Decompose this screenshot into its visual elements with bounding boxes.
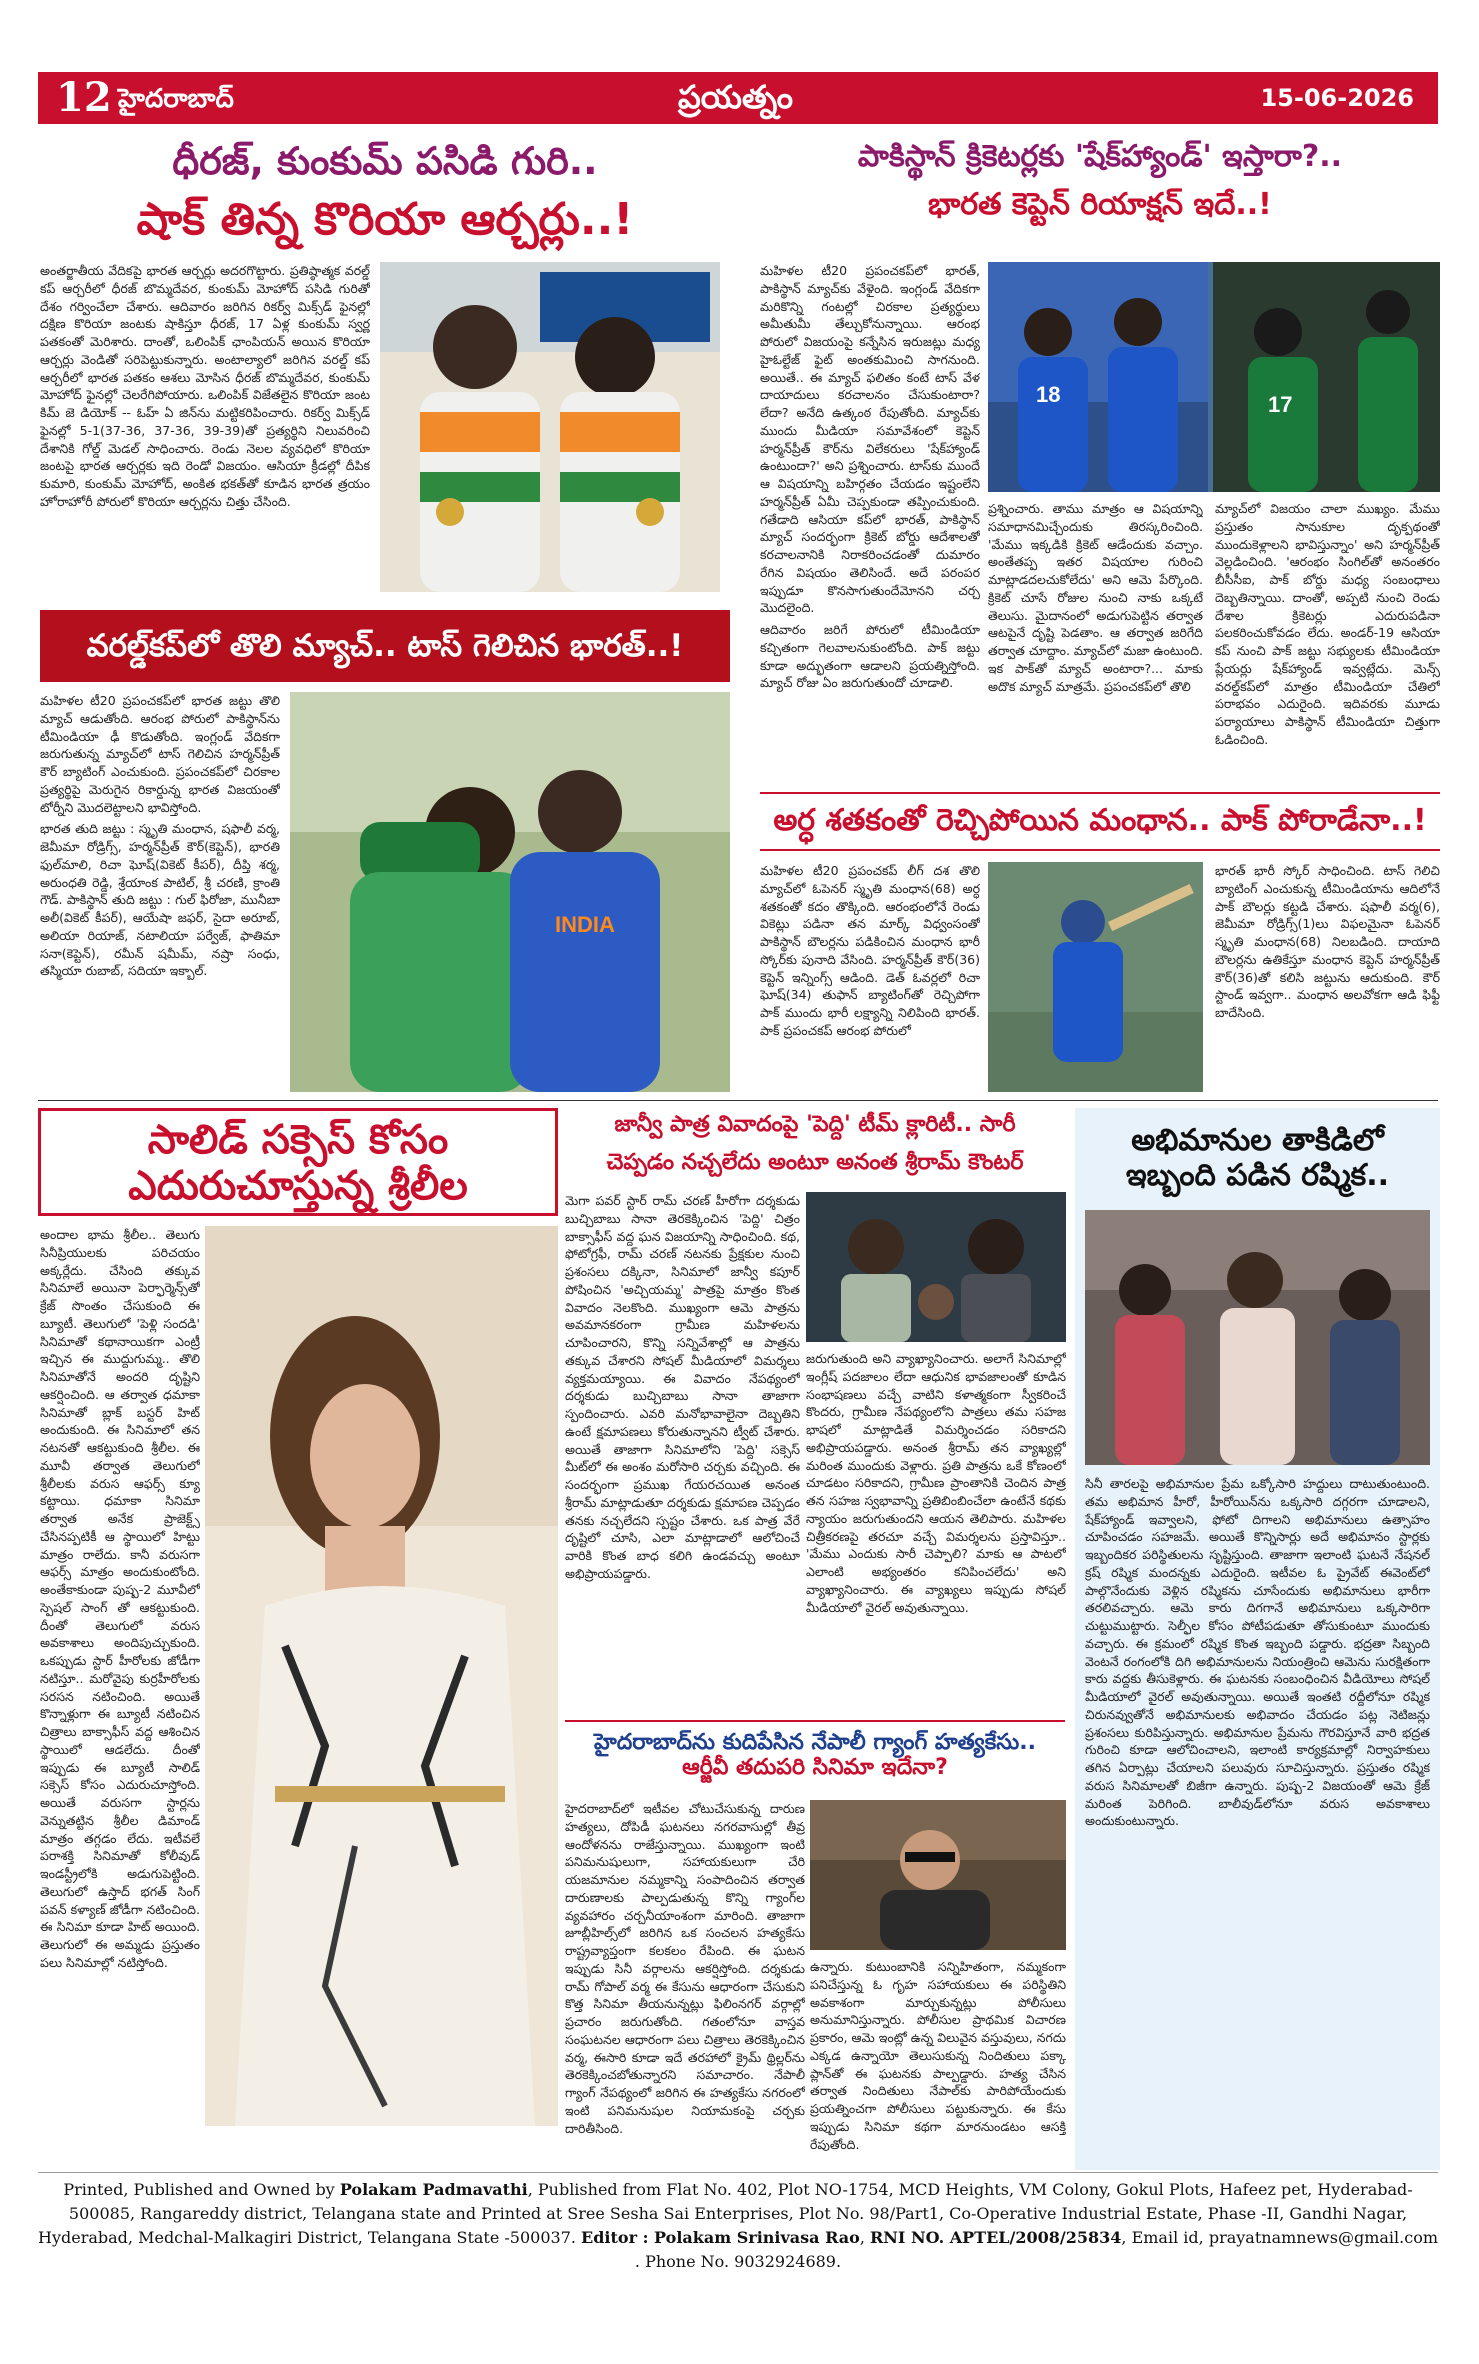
section-divider	[38, 1100, 1438, 1101]
rashmika-photo	[1085, 1210, 1430, 1465]
cricketers-image	[988, 262, 1440, 492]
story2-headline-line2: భారత కెప్టెన్ రియాక్షన్ ఇదే..!	[928, 187, 1272, 222]
cricket-photo	[988, 262, 1440, 492]
story8-headline-line1: అభిమానుల తాకిడిలో	[1131, 1123, 1384, 1158]
story2-headline-line1: పాకిస్థాన్ క్రికెటర్లకు 'షేక్‌హ్యాండ్' ఇస్తారా?..	[857, 139, 1343, 174]
masthead	[38, 72, 1438, 124]
city-name: హైదరాబాద్	[118, 84, 234, 114]
svg-text:INDIA: INDIA	[555, 912, 615, 937]
story7-col1	[565, 1800, 805, 2170]
story3-headline: వరల్డ్‌కప్‌లో తొలి మ్యాచ్.. టాస్ గెలిచిన భారత్..!	[86, 628, 684, 664]
story6-text-2: జరుగుతుంది అని వ్యాఖ్యానించారు. అలాగే సినిమాల్లో ఇంగ్లీష్ పదజాలం లేదా ఆధునిక భావజాలంతో కూడిన సంభాషణలు వచ్చే వాటిని కళాత్మకంగా స్వీకరించే కొందరు, గ్రామీణ నేపథ్యంలోని పాత్రలు తమ సహజ భాషలో మాట్లాడితే విమర్శించడం సరికాదని అభిప్రాయపడ్డారు. అనంత శ్రీరామ్ తన వ్యాఖ్యల్లో మరింత ముందుకు వెళ్లారు. ప్రతి పాత్రను ఒకే కోణంలో చూడటం సరికాదని, గ్రామీణ ప్రాంతానికి చెందిన పాత్ర తన సహజ స్వభావాన్ని ప్రతిబింబించేలా ఉంటేనే కథకు న్యాయం జరుగుతుందని ఆయన తెలిపారు. మహిళల చిత్రీకరణపై తరచూ వచ్చే విమర్శలను ప్రస్తావిస్తూ.. 'మేము ఎందుకు సారీ చెప్పాలి? మాకు ఆ పాటలో ఎలాంటి అభ్యంతరం కనిపించలేదు' అని వ్యాఖ్యానించారు. ఈ వ్యాఖ్యలు ఇప్పుడు సోషల్ మీడియాలో వైరల్ అవుతున్నాయి.	[806, 1351, 1066, 1615]
imprint-pre: Printed, Published and Owned by	[63, 2180, 340, 2199]
story2-headline	[760, 140, 1440, 175]
story2-text-2: ప్రశ్నించారు. తాము మాత్రం ఆ విషయాన్ని సమాధానమిచ్చేందుకు తిరస్కరించింది. 'మేము ఇక్కడికి క్రికెట్ ఆడేందుకు వచ్చాం. అంతేతప్ప ఇతర విషయాల గురించి మాట్లాడదలచుకోలేదు' అని ఆమె పేర్కొంది. క్రికెట్ చూసే రోజుల నుంచి నాకు ఒక్కటే తెలుసు. మైదానంలో అడుగుపెట్టిన తర్వాత ఆటపైనే దృష్టి పెడతాం. ఆ తర్వాత జరిగేది తర్వాత చూద్దాం. మ్యాచ్‌లో మజా ఉంటుంది. ఇక పాక్‌తో మ్యాచ్ అంటారా?... మాకు అదొక మ్యాచ్ మాత్రమే. ప్రపంచకప్‌లో తొలి	[988, 501, 1203, 694]
rgv-photo	[810, 1800, 1066, 1950]
story4-text-2: భారత్ భారీ స్కోర్ సాధించింది. టాస్ గెలిచి బ్యాటింగ్ ఎంచుకున్న టీమిండియాను ఆదిలోనే పాక్ బౌలర్లు కట్టడి చేశారు. షఫాలీ వర్మ(6), జెమీమా రోడ్రిగ్స్(1)లు విఫలమైనా ఓపెనర్ స్మృతి మంధాన(68) నిలబడింది. దాయాది బౌలర్లను ఉతికేస్తూ మంధాన కెప్టెన్ హర్మన్‌ప్రీత్ కౌర్(36)తో కలిసి జట్టును ఆదుకుంది. కౌర్ స్టాండ్ ఇవ్వగా.. మంధాన అలవోకగా ఆడి ఫిఫ్టీ బాదేసింది.	[1215, 863, 1440, 1020]
story7-headline	[565, 1720, 1065, 1781]
story4-headline	[760, 792, 1440, 851]
story1-headline-line2: షాక్ తిన్న కొరియా ఆర్చర్లు..!	[136, 194, 634, 245]
mandhana-photo	[988, 862, 1203, 1092]
story6-headline-line1: జాన్వీ పాత్ర వివాదంపై 'పెద్ది' టీమ్ క్లారిటీ.. సారీ	[614, 1112, 1016, 1137]
story7-text-2: ఉన్నారు. కుటుంబానికి సన్నిహితంగా, నమ్మకంగా పనిచేస్తున్న ఓ గృహ సహాయకులు ఈ పరిస్థితిని అవకాశంగా మార్చుకున్నట్లు పోలీసులు అనుమానిస్తున్నారు. పోలీసుల ప్రాథమిక విచారణ ప్రకారం, ఆమె ఇంట్లో ఉన్న విలువైన వస్తువులు, నగదు ఎక్కడ ఉన్నాయో తెలుసుకున్న నిందితులు పక్కా ప్లాన్‌తో ఈ ఘటనకు పాల్పడ్డారు. హత్య చేసిన తర్వాత నిందితులు నేపాల్‌కు పారిపోయేందుకు ప్రయత్నించగా పోలీసులు పట్టుకున్నారు. ఈ కేసు ఇప్పుడు సినిమా కథగా మారనుండటం ఆసక్తి రేపుతోంది.	[810, 1959, 1066, 2152]
story6-col1	[565, 1192, 800, 1712]
story2-col1	[760, 262, 980, 782]
story5-body	[40, 1226, 200, 2126]
story1-headline-2	[40, 195, 730, 246]
rashmika-image	[1085, 1210, 1430, 1465]
story5-headline-line2: ఎదురుచూస్తున్న శ్రీలీల	[128, 1163, 468, 1209]
story2-text-1b: ఆదివారం జరిగే పోరులో టీమిండియా కచ్చితంగా గెలవాలనుకుంటోంది. పాక్ జట్టు కూడా అద్భుతంగా ఆడాలని ప్రయత్నిస్తోంది. మ్యాచ్ రోజు ఏం జరుగుతుందో చూడాలి.	[760, 622, 980, 691]
imprint-rni: RNI NO. APTEL/2008/25834	[869, 2228, 1122, 2247]
story4-col2	[1215, 862, 1440, 1092]
story7-headline-line2: ఆర్జీవీ తదుపరి సినిమా ఇదేనా?	[682, 1755, 948, 1781]
sreeleela-photo	[205, 1226, 558, 2126]
story5-headline-box	[38, 1108, 558, 1216]
story4-headline-text: అర్ధ శతకంతో రెచ్చిపోయిన మంధాన.. పాక్ పోరాడేనా..!	[773, 803, 1427, 838]
story1-body	[40, 262, 370, 598]
story7-text-1: హైదరాబాద్‌లో ఇటీవల చోటుచేసుకున్న దారుణ హత్యలు, దోపిడీ ఘటనలు నగరవాసుల్లో తీవ్ర ఆందోళనను రాజేస్తున్నాయి. ముఖ్యంగా ఇంటి పనిమనుషులుగా, సహాయకులుగా చేరి యజమానుల నమ్మకాన్ని సంపాదించిన తర్వాత దారుణాలకు పాల్పడుతున్న కొన్ని గ్యాంగ్‌ల వ్యవహారం చర్చనీయాంశంగా మారింది. తాజాగా జూబ్లీహిల్స్‌లో జరిగిన ఒక సంచలన హత్యకేసు రాష్ట్రవ్యాప్తంగా కలకలం రేపింది. ఈ ఘటన ఇప్పుడు సినీ వర్గాలను ఆకర్షిస్తోంది. దర్శకుడు రామ్ గోపాల్ వర్మ ఈ కేసును ఆధారంగా చేసుకుని కొత్త సినిమా తీయనున్నట్లు ఫిలింనగర్ వర్గాల్లో ప్రచారం జరుగుతోంది. గతంలోనూ వాస్తవ సంఘటనల ఆధారంగా పలు చిత్రాలు తెరకెక్కించిన వర్మ, ఈసారి కూడా ఇదే తరహాలో క్రైమ్ థ్రిల్లర్‌ను తెరకెక్కించబోతున్నారని సమాచారం. నేపాలీ గ్యాంగ్ నేపథ్యంలో జరిగిన ఈ హత్యకేసు నగరంలో ఇంటి పనిమనుషుల నియామకంపై చర్చకు దారితీసింది.	[565, 1801, 805, 2136]
story7-col2	[810, 1958, 1066, 2170]
story3-lineup: భారత తుది జట్టు : స్మృతి మంధాన, షఫాలీ వర్మ, జెమీమా రోడ్రిగ్స్, హర్మన్‌ప్రీత్ కౌర్(కెప్టెన్), భారతి ఫుల్‌మాలి, రిచా ఘోష్(వికెట్ కీపర్), దీప్తి శర్మ, అరుంధతి రెడ్డి, శ్రేయాంక పాటిల్, శ్రీ చరణి, క్రాంతి గౌడ్. పాకిస్థాన్ తుది జట్టు : గుల్ ఫిరోజా, మునీబా అలీ(వికెట్ కీపర్), ఆయేషా జఫర్, సైదా అరూబ్, అలియా రియాజ్, నటాలియా పర్వేజ్, ఫాతిమా సనా(కెప్టెన్), రమీన్ షమీమ్, నష్రా సంధు, తస్మియా రుబాబ్, సదియా ఇక్బాల్.	[40, 821, 280, 979]
story8-text: సినీ తారలపై అభిమానుల ప్రేమ ఒక్కోసారి హద్దులు దాటుతుంటుంది. తమ అభిమాన హీరో, హీరోయిన్‌ను ఒక్కసారి దగ్గరగా చూడాలని, షేక్‌హ్యాండ్ ఇవ్వాలని, ఫోటో దిగాలని అభిమానులు ఉత్సాహం చూపించడం సహజమే. అయితే కొన్నిసార్లు అదే అభిమానం స్టార్లకు ఇబ్బందికర పరిస్థితులను సృష్టిస్తుంది. తాజాగా ఇలాంటి ఘటనే నేషనల్ క్రష్ రష్మిక మందన్నకు ఎదురైంది. ఇటీవల ఓ ప్రైవేట్ ఈవెంట్‌లో పాల్గొనేందుకు వెళ్లిన రష్మికను చూసేందుకు అభిమానులు భారీగా తరలివచ్చారు. ఆమె కారు దిగగానే అభిమానులు ఒక్కసారిగా చుట్టుముట్టారు. సెల్ఫీల కోసం పోటీపడుతూ తోసుకుంటూ ముందుకు వచ్చారు. ఈ క్రమంలో రష్మిక కొంత ఇబ్బంది పడ్డారు. భద్రతా సిబ్బంది వెంటనే రంగంలోకి దిగి అభిమానులను నియంత్రించి ఆమెను సురక్షితంగా కారు వద్దకు తీసుకెళ్లారు. ఈ ఘటనకు సంబంధించిన వీడియోలు సోషల్ మీడియాలో వైరల్ అవుతున్నాయి. అయితే ఇంతటి రద్దీలోనూ రష్మిక చిరునవ్వుతోనే అభిమానులకు అభివాదం చేయడం పట్ల నెటిజన్లు ప్రశంసలు కురిపిస్తున్నారు. అభిమానుల ప్రేమను గౌరవిస్తూనే వారి భద్రత గురించి కూడా ఆలోచించాలని, ఇలాంటి కార్యక్రమాల్లో నిర్వాహకులు తగిన ఏర్పాట్లు చేయాలని పలువురు సూచిస్తున్నారు. ప్రస్తుతం రష్మిక వరుస సినిమాలతో బిజీగా ఉన్నారు. పుష్ప-2 విజయంతో ఆమె క్రేజ్ మరింత పెరిగింది. బాలీవుడ్‌లోనూ వరుస అవకాశాలు అందుకుంటున్నారు.	[1085, 1476, 1430, 1829]
story3-text: మహిళల టీ20 ప్రపంచకప్‌లో భారత జట్టు తొలి మ్యాచ్ ఆడుతోంది. ఆరంభ పోరులో పాకిస్థాన్‌ను టీమిండియా ఢీ కొడుతోంది. ఇంగ్లండ్ వేదికగా జరుగుతున్న మ్యాచ్‌లో టాస్ గెలిచిన హర్మన్‌ప్రీత్ కౌర్ బ్యాటింగ్ ఎంచుకుంది. ప్రపంచకప్‌లో చిరకాల ప్రత్యర్థిపై మెరుగైన రికార్డున్న భారత విజయంతో టోర్నీని మొదలెట్టాలని భావిస్తోంది.	[40, 693, 280, 815]
story6-col2	[806, 1350, 1066, 1712]
imprint-address: , Published from Flat No. 402, Plot NO-1754, MCD Heights, VM Colony, Gokul Plots, Hafeez pet, Hyderabad-500085, Rangareddy district, Telangana state and Printed at Sree Sesha Sai Enterprises, Plot No. 98/Part1, Co-Operative Industrial Estate, Phase -II, Gandhi Nagar, Hyderabad, Medchal-Malkagiri District, Telangana State -500037.	[38, 2180, 1413, 2247]
story5-headline-line1: సాలిడ్ సక్సెస్ కోసం	[147, 1117, 449, 1163]
svg-text:17: 17	[1268, 392, 1293, 417]
story6-headline	[565, 1112, 1065, 1137]
story2-text-3: మ్యాచ్‌లో విజయం చాలా ముఖ్యం. మేము ప్రస్తుతం సానుకూల దృక్పథంతో ముందుకెళ్లాలని భావిస్తున్నాం' అని హర్మన్‌ప్రీత్ వెల్లడించింది. 'ఆరంభం సింగిల్‌తో అనంతరం బీసీసీఐ, పాక్ బోర్డు మధ్య సంబంధాలు దెబ్బతిన్నాయి. దాంతో, అప్పటి నుంచి రెండు దేశాల క్రికెటర్లు ఎదురుపడినా పలకరించుకోవడం లేదు. అండర్-19 ఆసియా కప్ నుంచి పాక్ జట్టు సభ్యులకు టీమిండియా ప్లేయర్లు షేక్‌హ్యాండ్ ఇవ్వట్లేదు. మెన్స్ వరల్డ్‌కప్‌లో మాత్రం టీమిండియా చేతిలో పరాభవం ఎదురైంది. ఇదివరకు మూడు పర్యాయాలు పాకిస్థాన్ టీమిండియా చిత్తుగా ఓడించింది.	[1215, 501, 1440, 747]
issue-date: 15-06-2026	[1260, 84, 1414, 112]
rgv-image	[810, 1800, 1066, 1950]
story5-text: అందాల భామ శ్రీలీల.. తెలుగు సినీప్రియులకు పరిచయం అక్కర్లేదు. చేసింది తక్కువ సినిమాలే అయినా పెర్ఫార్మెన్స్‌తో క్రేజ్ సొంతం చేసుకుంది ఈ బ్యూటీ. తెలుగులో 'పెళ్లి సందడి' సినిమాతో కథానాయికగా ఎంట్రీ ఇచ్చిన ఈ ముద్దుగుమ్మ.. తొలి సినిమాతోనే అందరి దృష్టిని ఆకర్షించింది. ఆ తర్వాత ధమాకా సినిమాతో బ్లాక్ బస్టర్ హిట్ అందుకుంది. ఈ సినిమాలో తన నటనతో ఆకట్టుకుంది శ్రీలీల. ఈ మూవీ తర్వాత తెలుగులో శ్రీలీలకు వరుస ఆఫర్స్ క్యూ కట్టాయి. ధమాకా సినిమా తర్వాత అనేక ప్రాజెక్ట్స్ చేసినప్పటికీ ఆ స్థాయిలో హిట్టు మాత్రం రాలేదు. కానీ వరుసగా ఆఫర్స్ మాత్రం అందుకుంటోంది. అంతేకాకుండా పుష్ప-2 మూవీలో స్పెషల్ సాంగ్ తో ఆకట్టుకుంది. దీంతో తెలుగులో వరుస అవకాశాలు అందిపుచ్చుకుంది. ఒకప్పుడు స్టార్ హీరోలకు జోడీగా నటిస్తూ.. మరోవైపు కుర్రహీరోలకు సరసన నటించింది. అయితే కొన్నాళ్లుగా ఈ బ్యూటీ నటించిన చిత్రాలు బాక్సాఫీస్ వద్ద ఆశించిన స్థాయిలో ఆడలేదు. దీంతో ఇప్పుడు ఈ బ్యూటీ సాలిడ్ సక్సెస్ కోసం ఎదురుచూస్తోంది. అయితే వరుసగా స్టార్లను వెన్నుతట్టిన శ్రీలీల డిమాండ్ మాత్రం తగ్గడం లేదు. ఇటీవలే పరాశక్తి సినిమాతో కోలీవుడ్ ఇండస్ట్రీలోకి అడుగుపెట్టింది. తెలుగులో ఉస్తాద్ భగత్ సింగ్ పవన్ కళ్యాణ్ జోడీగా నటించింది. ఈ సినిమా కూడా హిట్ అయింది. తెలుగులో ఈ అమ్మడు ప్రస్తుతం పలు సినిమాల్లో నటిస్తోంది.	[40, 1227, 200, 1970]
story3-body	[40, 692, 280, 1092]
peddi-image	[806, 1192, 1066, 1342]
story3-headline-band	[40, 610, 730, 682]
archery-photo	[380, 262, 720, 592]
story1-headline	[40, 140, 730, 184]
sreeleela-image	[205, 1226, 558, 2126]
toss-photo	[290, 692, 730, 1092]
story4-text-1: మహిళల టీ20 ప్రపంచకప్ లీగ్ దశ తొలి మ్యాచ్‌లో ఓపెనర్ స్మృతి మంధాన(68) అర్ధ శతకంతో కదం తొక్కింది. ఆరంభంలోనే రెండు వికెట్లు పడినా తన మార్క్ విధ్వంసంతో పాకిస్థాన్ బౌలర్లను పడికించిన మంధాన భారీ స్కోర్‌కు పునాది వేసింది. హర్మన్‌ప్రీత్ కౌర్(36) కెప్టెన్ ఇన్నింగ్స్ ఆడింది. డెత్ ఓవర్లలో రిచా ఘోష్(34) తుఫాన్ బ్యాటింగ్‌తో రెచ్చిపోగా పాక్ ముందు భారీ లక్ష్యాన్ని నిలిపింది భారత్. పాక్ ప్రపంచకప్ ఆరంభ పోరులో	[760, 863, 980, 1038]
imprint-owner: Polakam Padmavathi	[339, 2180, 528, 2199]
story2-col3	[1215, 500, 1440, 782]
paper-logo: ప్రయత్నం	[678, 78, 793, 116]
imprint-editor: Editor : Polakam Srinivasa Rao	[581, 2228, 860, 2247]
story8-body	[1085, 1475, 1430, 2165]
story2-text-1: మహిళల టీ20 ప్రపంచకప్‌లో భారత్, పాకిస్థాన్ మ్యాచ్‌కు వేళైంది. ఇంగ్లండ్ వేదికగా మరికొన్ని గంటల్లో చిరకాల ప్రత్యర్థులు అమీతుమీ తేల్చుకోనున్నాయి. ఆరంభ పోరులో విజయంపై కన్నేసిన ఇరుజట్లు మధ్య హైఓల్టేజ్ ఫైట్ అంతకుమించి సాగనుంది. అయితే.. ఈ మ్యాచ్ ఫలితం కంటే టాస్ వేళ దాయాదులు కరచాలనం చేసుకుంటారా? లేదా? అనేది ఉత్కంఠ రేపుతోంది. మ్యాచ్‌కు ముందు మీడియా సమావేశంలో కెప్టెన్ హర్మన్‌ప్రీత్ కౌర్‌ను విలేకరులు 'షేక్‌హ్యాండ్ ఉంటుందా?' అని ప్రశ్నించారు. టాస్‌కు ముందే ఆ విషయాన్ని బహిర్గతం చేయడం ఇష్టంలేని హర్మన్‌ప్రీత్ ఏమీ చెప్పకుండా తప్పించుకుంది. గతేడాది ఆసియా కప్‌లో భారత్, పాకిస్థాన్ మ్యాచ్ సందర్భంగా క్రికెట్ బోర్డు ఆదేశాలతో కరచాలనానికి నిరాకరించడంతో దుమారం రేగిన విషయం తెలిసిందే. అదే పరంపర ఇప్పుడూ కొనసాగుతుందేమోనని చర్చ మొదలైంది.	[760, 263, 980, 616]
story1-headline-line1: ధీరజ్, కుంకుమ్ పసిడి గురి..	[172, 139, 598, 183]
archers-image	[380, 262, 720, 592]
story6-text-1: మెగా పవర్ స్టార్ రామ్ చరణ్ హీరోగా దర్శకుడు బుచ్చిబాబు సానా తెరకెక్కించిన 'పెద్ది' చిత్రం బాక్సాఫీస్ వద్ద ఘన విజయాన్ని సాధించింది. కథ, ఫోటోగ్రఫీ, రామ్ చరణ్ నటనకు ప్రేక్షకుల నుంచి ప్రశంసలు దక్కినా, సినిమాలో జాన్వీ కపూర్ పోషించిన 'అచ్చియమ్మ' పాత్రపై మాత్రం కొంత వివాదం నెలకొంది. ముఖ్యంగా ఆమె పాత్రను అవమానకరంగా గ్రామీణ మహిళలను చూపించారని, కొన్ని సన్నివేశాల్లో ఆ పాత్రను తక్కువ చేశారని సోషల్ మీడియాలో విమర్శలు వ్యక్తమయ్యాయి. ఈ వివాదం నేపథ్యంలో దర్శకుడు బుచ్చిబాబు సానా తాజాగా స్పందించారు. ఎవరి మనోభావాలైనా దెబ్బతిని ఉంటే క్షమాపణలు కోరుతున్నానని ట్వీట్ చేశారు. అయితే తాజాగా సినిమాలోని 'పెద్ది' సక్సెస్ మీట్‌లో ఈ అంశం మరోసారి చర్చకు వచ్చింది. ఈ సందర్భంగా ప్రముఖ గేయరచయిత అనంత శ్రీరామ్ మాట్లాడుతూ దర్శకుడు క్షమాపణ చెప్పడం తనకు నచ్చలేదని స్పష్టం చేశారు. ఒక పాత్ర వేరే దృష్టిలో చూసి, ఎలా మాట్లాడాలో ఆలోచించే వారికి కొంత బాధ కలిగి ఉండవచ్చు అంటూ అభిప్రాయపడ్డారు.	[565, 1193, 800, 1581]
story4-col1	[760, 862, 980, 1092]
toss-image	[290, 692, 730, 1092]
story6-headline-line2: చెప్పడం నచ్చలేదు అంటూ అనంత శ్రీరామ్ కౌంటర్	[606, 1150, 1024, 1175]
imprint-contact: , Email id, prayatnamnews@gmail.com . Phone No. 9032924689.	[634, 2228, 1438, 2271]
story1-text: అంతర్జాతీయ వేదికపై భారత ఆర్చర్లు అదరగొట్టారు. ప్రతిష్ఠాత్మక వరల్డ్ కప్ ఆర్చరీలో ధీరజ్ బొమ్మదేవర, కుంకుమ్ మోహోద్ పసిడి గురితో దేశం గర్వించేలా చేశారు. ఆదివారం జరిగిన రికర్వ్ మిక్స్‌డ్ ఫైనల్లో దక్షిణ కొరియా జంటకు షాకిస్తూ ధీరజ్, 17 ఏళ్ల కుంకుమ్ స్వర్ణ పతకంతో మెరిశారు. దాంతో, ఒలింపిక్ ఛాంపియన్ అయిన కొరియా ఆర్చర్లు వెండితో సరిపెట్టుకున్నారు. అంటాల్యాలో జరిగిన వరల్డ్ కప్ ఆర్చరీలో భారత పతకం ఆశలు మోసిన ధీరజ్ బొమ్మదేవర, కుంకుమ్ మోహోద్ ఫైనల్లో చెలరేగిపోయారు. ఒలింపిక్ విజేతలైన కొరియా జంట కిమ్ జె డియోక్ -- ఓహ్ ఏ జిన్‌ను మట్టికరిపించారు. రికర్వ్ మిక్స్‌డ్ ఫైనల్లో 5-1(37-36, 37-36, 39-39)తో ప్రత్యర్థిని నిలువరించి దేశానికి గోల్డ్ మెడల్ సాధించారు. రెండు నెలల వ్యవధిలో కొరియా జంటపై భారత ఆర్చర్లకు ఇది రెండో విజయం. ఆసియా క్రీడల్లో దీపిక కుమారి, కుంకుమ్ మోహోద్, అంకిత భకత్‌తో కూడిన భారత త్రయం హోరాహోరీ పోరులో కొరియా ఆర్చర్లను చిత్తు చేసింది.	[40, 263, 370, 509]
story7-headline-line1: హైదరాబాద్‌ను కుదిపేసిన నేపాలీ గ్యాంగ్ హత్యకేసు..	[594, 1730, 1036, 1755]
story6-headline-2	[565, 1150, 1065, 1175]
story8-headline-line2: ఇబ్బంది పడిన రష్మిక..	[1125, 1157, 1390, 1193]
story2-col2	[988, 500, 1203, 782]
peddi-photo	[806, 1192, 1066, 1342]
story2-headline-2	[760, 188, 1440, 223]
imprint-footer: Printed, Published and Owned by Polakam Padmavathi, Published from Flat No. 402, Plot NO-1754, MCD Heights, VM Colony, Gokul Plots, Hafeez pet, Hyderabad-500085, Rangareddy district, Telangana state and Printed at Sree Sesha Sai Enterprises, Plot No. 98/Part1, Co-Operative Industrial Estate, Phase -II, Gandhi Nagar, Hyderabad, Medchal-Malkagiri District, Telangana State -500037. Editor : Polakam Srinivasa Rao, RNI NO. APTEL/2008/25834, Email id, prayatnamnews@gmail.com . Phone No. 9032924689.	[38, 2180, 1438, 2271]
svg-text:18: 18	[1036, 382, 1061, 407]
footer-divider	[38, 2172, 1438, 2173]
page-number: 12	[56, 74, 112, 121]
mandhana-image	[988, 862, 1203, 1092]
